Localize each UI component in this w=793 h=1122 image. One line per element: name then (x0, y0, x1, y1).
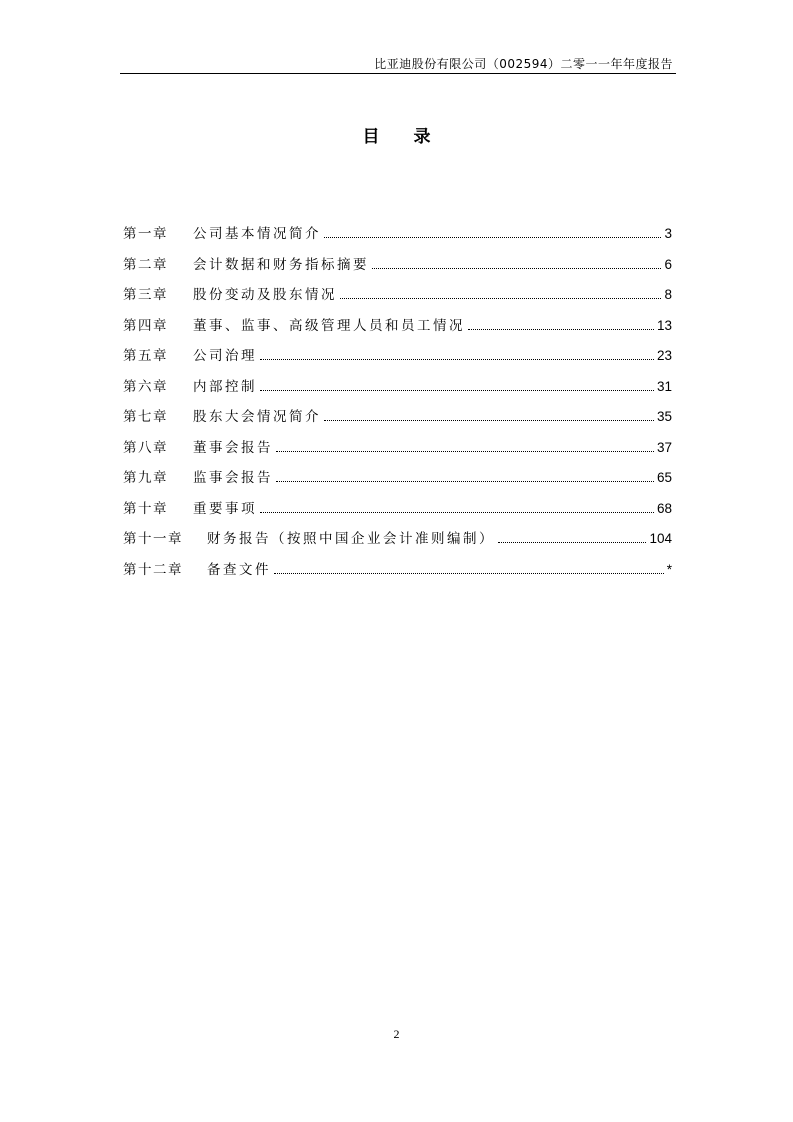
toc-leader (276, 451, 654, 452)
toc-leader (260, 359, 654, 360)
toc-page-number: 104 (649, 531, 672, 546)
toc-entry-title: 公司基本情况简介 (193, 226, 321, 242)
toc-chapter: 第五章 (123, 348, 168, 364)
toc-entry[interactable] (123, 466, 672, 497)
toc-chapter: 第六章 (123, 378, 168, 395)
toc-leader (260, 512, 654, 513)
toc-entry-title: 董事会报告 (193, 439, 273, 456)
toc-chapter: 第十章 (123, 500, 168, 517)
toc-entry-title: 股份变动及股东情况 (193, 287, 337, 303)
toc-leader (324, 420, 654, 421)
toc-chapter: 第八章 (123, 439, 168, 456)
toc-leader (276, 481, 654, 482)
toc-leader (372, 268, 661, 269)
toc-entry-title: 重要事项 (193, 500, 257, 517)
toc-entry[interactable] (123, 253, 672, 284)
toc-title-right: 录 (413, 127, 431, 147)
toc-chapter: 第七章 (123, 409, 168, 425)
header-rule (120, 73, 676, 74)
toc-page-number: 65 (656, 470, 672, 485)
toc-entry[interactable] (123, 497, 672, 528)
toc-entry[interactable] (123, 436, 672, 467)
toc-entry[interactable] (123, 405, 672, 436)
toc-page-number: 8 (664, 287, 672, 302)
toc-page-number: 13 (656, 317, 672, 333)
toc-page-number: 68 (656, 500, 672, 516)
toc-chapter: 第十一章 (123, 531, 183, 547)
toc-page-number: 6 (664, 256, 672, 272)
toc-leader (498, 542, 646, 543)
toc-entry[interactable] (123, 375, 672, 406)
toc-entry-title: 董事、监事、高级管理人员和员工情况 (193, 317, 465, 334)
toc-entry-title: 公司治理 (193, 348, 257, 364)
toc-chapter: 第三章 (123, 287, 168, 303)
toc-entry-title: 监事会报告 (193, 470, 273, 486)
toc-page-number: 3 (664, 226, 672, 241)
toc-page-number: 31 (656, 378, 672, 394)
toc-page-number: * (666, 561, 672, 577)
toc-entry-title: 内部控制 (193, 378, 257, 395)
toc-entry[interactable] (123, 558, 672, 589)
toc-leader (468, 329, 654, 330)
toc-page-number: 35 (656, 409, 672, 424)
toc-entry-title: 股东大会情况简介 (193, 409, 321, 425)
toc-entry[interactable] (123, 527, 672, 558)
toc-entry-title: 备查文件 (207, 561, 271, 578)
toc-page-number: 37 (656, 439, 672, 455)
toc-leader (274, 573, 664, 574)
toc-leader (260, 390, 654, 391)
toc-chapter: 第一章 (123, 226, 168, 242)
toc-leader (340, 298, 661, 299)
toc-page-number: 23 (656, 348, 672, 363)
toc-title (0, 122, 793, 147)
table-of-contents (123, 222, 672, 588)
toc-entry[interactable] (123, 222, 672, 253)
toc-chapter: 第九章 (123, 470, 168, 486)
toc-entry[interactable] (123, 283, 672, 314)
toc-entry-title: 财务报告（按照中国企业会计准则编制） (207, 531, 495, 547)
running-header: 比亚迪股份有限公司（002594）二零一一年年度报告 (374, 57, 673, 71)
page-number: 2 (393, 1027, 400, 1041)
toc-entry[interactable] (123, 344, 672, 375)
toc-title-left: 目 (362, 127, 380, 147)
toc-leader (324, 237, 661, 238)
toc-entry[interactable] (123, 314, 672, 345)
toc-chapter: 第四章 (123, 317, 168, 334)
toc-entry-title: 会计数据和财务指标摘要 (193, 256, 369, 273)
toc-chapter: 第十二章 (123, 561, 183, 578)
toc-chapter: 第二章 (123, 256, 168, 273)
